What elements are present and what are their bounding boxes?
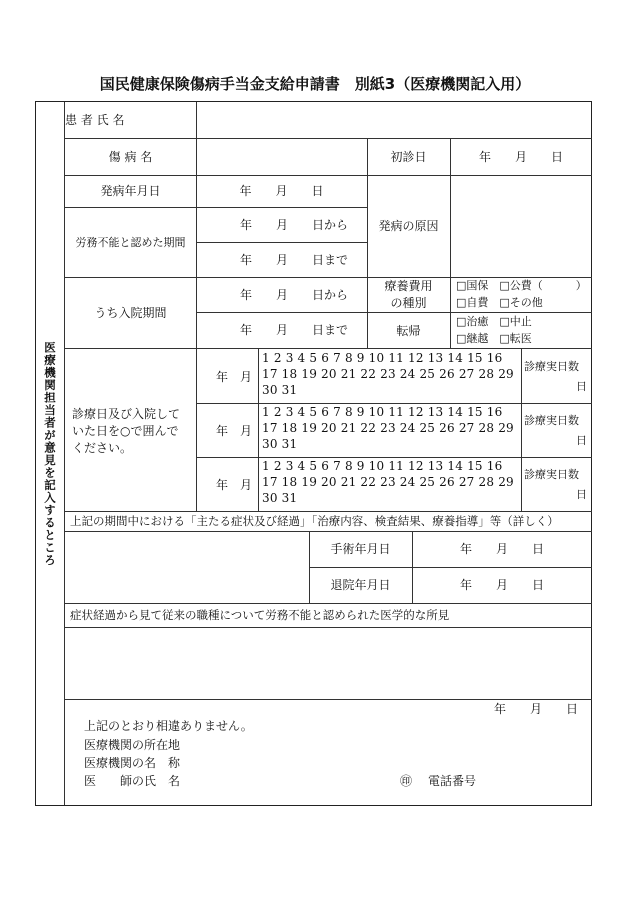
phone-label: 電話番号	[428, 774, 477, 788]
col-line	[450, 277, 451, 348]
actual-days-unit: 日	[576, 488, 587, 501]
days-row[interactable]: 1 2 3 4 5 6 7 8 9 10 11 12 13 14 15 16	[262, 351, 503, 365]
cost-options-1[interactable]: □国保 □公費（ ）	[456, 279, 587, 292]
row-line	[309, 567, 592, 568]
month-label-1[interactable]: 年 月	[216, 370, 253, 384]
side-label-column	[36, 102, 65, 805]
onset-date-value[interactable]: 年 月 日	[239, 184, 324, 198]
col-line	[196, 175, 197, 511]
outcome-label: 転帰	[396, 324, 421, 338]
month-label-3[interactable]: 年 月	[216, 478, 253, 492]
days-row[interactable]: 17 18 19 20 21 22 23 24 25 26 27 28 29	[262, 475, 514, 489]
visit-days-label-2: いた日を○で囲んで	[72, 424, 179, 438]
side-label: 医療機関担当者が意見を記入するところ	[43, 341, 57, 566]
symptoms-field[interactable]	[66, 532, 308, 602]
row-line	[65, 207, 367, 208]
patient-name-field[interactable]	[197, 103, 591, 137]
cause-label: 発病の原因	[378, 219, 439, 233]
medical-form	[35, 101, 592, 806]
cost-type-label-2: の種別	[390, 296, 427, 310]
incapacity-from[interactable]: 年 月 日から	[240, 218, 349, 232]
first-visit-date[interactable]: 年 月 日	[478, 150, 563, 164]
visit-days-label-1: 診療日及び入院して	[72, 407, 181, 421]
actual-days-label: 診療実日数	[524, 414, 579, 427]
hospitalization-to[interactable]: 年 月 日まで	[240, 323, 349, 337]
col-line	[521, 348, 522, 511]
days-row[interactable]: 30 31	[262, 491, 298, 505]
surgery-date-label: 手術年月日	[330, 542, 391, 556]
discharge-date-label: 退院年月日	[330, 578, 391, 592]
days-row[interactable]: 30 31	[262, 437, 298, 451]
disease-name-field[interactable]	[197, 139, 366, 174]
outcome-options-2[interactable]: □継越 □転医	[456, 332, 532, 345]
surgery-date-value[interactable]: 年 月 日	[460, 542, 545, 556]
patient-name-label: 患 者 氏 名	[65, 113, 125, 127]
work-incapacity-label: 労務不能と認めた期間	[75, 236, 186, 249]
cause-field[interactable]	[451, 176, 591, 276]
hospitalization-label: うち入院期間	[94, 306, 167, 320]
cost-type-label-1: 療養費用	[384, 279, 433, 293]
institution-name-label: 医療機関の名 称	[84, 756, 181, 770]
days-row[interactable]: 1 2 3 4 5 6 7 8 9 10 11 12 13 14 15 16	[262, 459, 503, 473]
discharge-date-value[interactable]: 年 月 日	[460, 578, 545, 592]
disease-name-label: 傷 病 名	[108, 150, 153, 164]
form-title: 国民健康保険傷病手当金支給申請書 別紙3（医療機関記入用）	[99, 75, 531, 93]
medical-opinion-header: 症状経過から見て従来の職種について労務不能と認められた医学的な所見	[70, 608, 450, 622]
days-block-1[interactable]	[262, 350, 514, 398]
row-line	[65, 277, 592, 278]
days-row[interactable]: 30 31	[262, 383, 298, 397]
days-row[interactable]: 17 18 19 20 21 22 23 24 25 26 27 28 29	[262, 421, 514, 435]
first-visit-label: 初診日	[390, 150, 427, 164]
row-line	[65, 699, 592, 700]
actual-days-unit: 日	[576, 434, 587, 447]
actual-days-label: 診療実日数	[524, 468, 579, 481]
cert-text: 上記のとおり相違ありません。	[84, 719, 253, 733]
actual-days-unit: 日	[576, 380, 587, 393]
days-block-2[interactable]	[262, 404, 514, 452]
row-line	[65, 348, 592, 349]
row-line	[196, 312, 592, 313]
row-line	[196, 242, 367, 243]
row-line	[65, 603, 592, 604]
row-line	[65, 511, 592, 512]
col-line	[412, 531, 413, 603]
visit-days-label-3: ください。	[72, 441, 133, 455]
seal-mark: ㊞	[400, 774, 413, 788]
cert-date[interactable]: 年 月 日	[494, 702, 579, 716]
days-row[interactable]: 17 18 19 20 21 22 23 24 25 26 27 28 29	[262, 367, 514, 381]
hospitalization-from[interactable]: 年 月 日から	[240, 288, 349, 302]
cost-options-2[interactable]: □自費 □その他	[456, 296, 543, 309]
onset-date-label: 発病年月日	[100, 184, 161, 198]
medical-opinion-field[interactable]	[66, 628, 591, 698]
month-label-2[interactable]: 年 月	[216, 424, 253, 438]
symptoms-header: 上記の期間中における「主たる症状及び経過」「治療内容、検査結果、療養指導」等（詳しく）	[70, 514, 559, 528]
institution-address-label: 医療機関の所在地	[84, 738, 181, 752]
outcome-options-1[interactable]: □治癒 □中止	[456, 315, 532, 328]
incapacity-to[interactable]: 年 月 日まで	[240, 253, 349, 267]
col-line	[258, 348, 259, 511]
days-row[interactable]: 1 2 3 4 5 6 7 8 9 10 11 12 13 14 15 16	[262, 405, 503, 419]
doctor-name-label: 医 師の氏 名	[84, 774, 181, 788]
days-block-3[interactable]	[262, 458, 514, 506]
actual-days-label: 診療実日数	[524, 360, 579, 373]
